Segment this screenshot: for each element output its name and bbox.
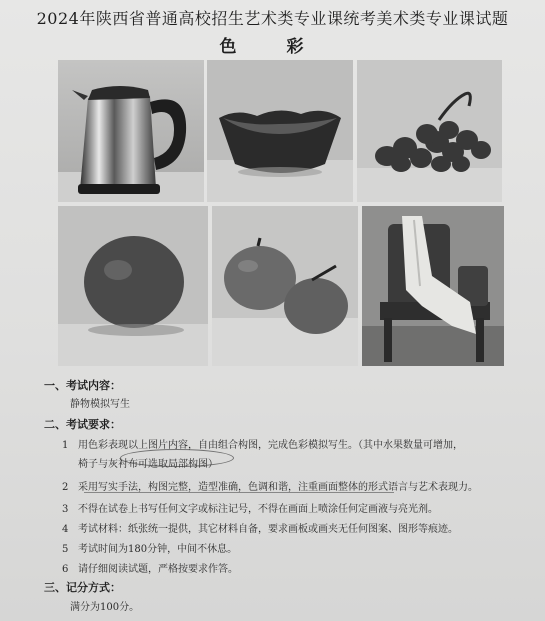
section-1-text: 静物模拟写生 (70, 399, 130, 410)
requirement-3 (62, 500, 438, 515)
requirement-number: 1 (62, 440, 69, 451)
requirement-number: 5 (62, 544, 69, 555)
requirement-text: 用色彩表现以上图片内容，自由组合构图，完成色彩模拟写生。（其中水果数量可增加， (78, 440, 463, 451)
requirement-text: 考试材料：纸张统一提供，其它材料自备，要求画板或画夹无任何图案、图形等痕迹。 (78, 524, 458, 535)
photo-electric-kettle (58, 60, 204, 202)
photo-grapes (357, 60, 502, 202)
photo-bowl (207, 60, 353, 202)
photo-chair-with-cloth (362, 206, 504, 366)
pen-underline-mark (84, 492, 394, 493)
requirement-text: 不得在试卷上书写任何文字或标注记号，不得在画面上喷涂任何定画液与亮光剂。 (78, 504, 438, 515)
requirement-2 (62, 478, 478, 493)
requirement-text: 请仔细阅读试题，严格按要求作答。 (78, 564, 238, 575)
photo-oranges (212, 206, 358, 366)
pen-circle-mark (120, 449, 234, 467)
photo-apple (58, 206, 208, 366)
section-3-text: 满分为100分。 (70, 602, 140, 613)
requirement-text: 考试时间为180分钟，中间不休息。 (78, 544, 238, 555)
requirement-1 (62, 436, 463, 451)
requirement-4 (62, 520, 458, 535)
exam-subtitle: 色 彩 (219, 37, 326, 57)
requirement-number: 2 (62, 482, 69, 493)
requirement-text: 椅子与灰衬布可选取局部构图） (78, 459, 218, 470)
requirement-6 (62, 560, 238, 575)
requirement-text: 采用写实手法，构图完整，造型准确，色调和谐，注重画面整体的形式语言与艺术表现力。 (78, 482, 478, 493)
requirement-5 (62, 540, 237, 555)
section-3-heading: 三、记分方式： (44, 581, 121, 594)
requirement-number: 3 (62, 504, 69, 515)
section-1-heading: 一、考试内容： (44, 379, 121, 392)
requirement-number: 4 (62, 524, 69, 535)
requirement-number: 6 (62, 564, 69, 575)
exam-title: 2024年陕西省普通高校招生艺术类专业课统考美术类专业课试题 (36, 9, 509, 28)
section-2-heading: 二、考试要求： (44, 418, 121, 431)
